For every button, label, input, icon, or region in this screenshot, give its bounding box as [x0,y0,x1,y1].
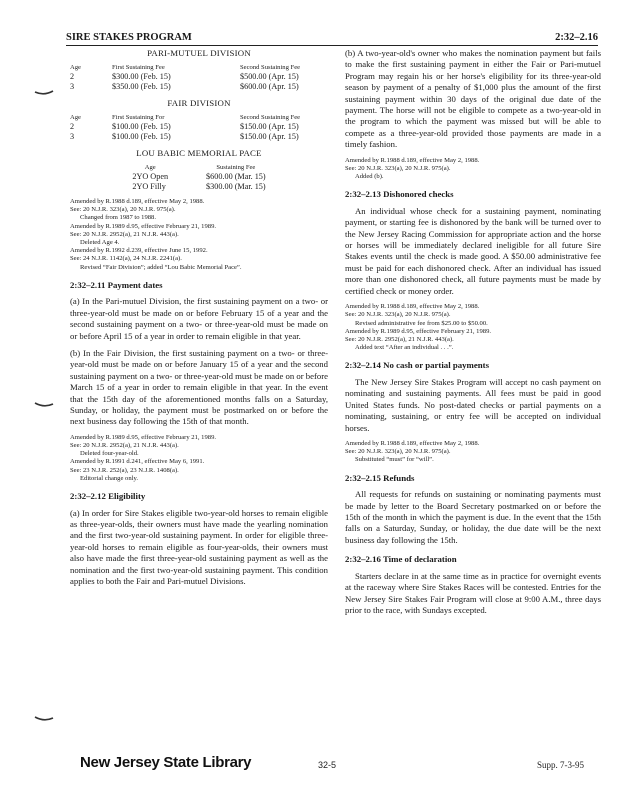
amendment-note-line: Added (b). [355,173,384,181]
page-number: 32-5 [318,760,337,770]
table-row [70,82,328,92]
amendment-note-line: Deleted Age 4. [80,238,120,246]
amendment-note-line: Amended by R.1992 d.239, effective June 15, 1992. [70,247,208,255]
paragraph: An individual whose check for a sustaining payment, nominating payment, or starting fee is dishonored by the bank will be turned over to the New Jersey Racing Commission for appropriate action and the horse or horses will be immediately declared ineligible for all future Sire Stakes events until the check is made good. A $50.00 administrative fee must be paid for each dishonored check. After an individual has issued more than one dishonored check, all future payments must be made by certified check or money order. [345,205,601,296]
table-row [70,132,328,142]
table-row [70,122,328,132]
table-row [70,72,328,82]
amendment-note-line: Amended by R.1988 d.189, effective May 2, 1988. [345,156,480,164]
amendment-note-line: Editorial change only. [80,474,138,482]
paragraph: (b) In the Fair Division, the first sustaining payment on a two- or three-year-old must be made on or before January 15 of a year and the second sustaining payment on a two- or three-year-old must be made on or before March 15 of a year in order to remain eligible in that year. In the event that the 15th day of the aforementioned months falls on a Saturday, Sunday, or holiday, the payment must be postmarked on or before the next business day following the 15th of that month. [70,348,328,427]
amendment-note-line: Changed from 1987 to 1988. [80,214,157,222]
pari-mutuel-fee-table [70,63,328,92]
table-cell: $350.00 (Feb. 15) [112,82,171,92]
amendment-notes [70,434,328,483]
amendment-notes [345,303,601,352]
amendment-note-line: See: 20 N.J.R. 323(a), 20 N.J.R. 975(a). [345,311,451,319]
column-header: First Sustaining Fee [112,63,165,71]
amendment-note-line: See: 24 N.J.R. 1142(a), 24 N.J.R. 2241(a). [70,255,182,263]
lou-babic-fee-table [132,163,265,192]
section-heading-2-32-2-14: 2:32–2.14 No cash or partial payments [345,360,490,371]
amendment-note-line: Amended by R.1989 d.95, effective February 21, 1989. [345,327,492,335]
amendment-note-line: Amended by R.1989 d.95, effective February 21, 1989. [70,222,217,230]
amendment-notes [345,157,601,182]
running-header [66,27,598,46]
margin-mark [34,400,54,408]
amendment-note-line: Amended by R.1988 d.189, effective May 2, 1988. [345,439,480,447]
fair-division-fee-table [70,113,328,142]
amendment-notes [345,440,601,465]
section-heading-2-32-2-16: 2:32–2.16 Time of declaration [345,554,457,565]
table-cell: $300.00 (Mar. 15) [206,182,266,192]
table-cell: $500.00 (Apr. 15) [240,72,299,82]
right-column [345,48,601,622]
amendment-note-line: See: 20 N.J.R. 2952(a), 21 N.J.R. 443(a). [70,442,179,450]
table-row [132,182,265,192]
section-heading-2-32-2-13: 2:32–2.13 Dishonored checks [345,189,454,200]
amendment-note-line: See: 20 N.J.R. 323(a), 20 N.J.R. 975(a). [70,206,176,214]
paragraph: (a) In order for Sire Stakes eligible two-year-old horses to remain eligible as three-year-olds, their owners must have made the yearling nomination and the first two-year-old sustaining payment. In order for eligible three-year-old horses to remain eligible as four-year-olds, their owners must also have made the first three-year-old sustaining payment as well as the nomination and the first two-year-old sustaining payment. This condition applies to both the Fair and Pari-mutuel Divisions. [70,507,328,587]
table-cell: $600.00 (Mar. 15) [206,172,266,182]
amendment-note-line: See: 20 N.J.R. 2952(a), 21 N.J.R. 443(a). [70,230,179,238]
table-cell: $300.00 (Feb. 15) [112,72,171,82]
header-section-number: 2:32–2.16 [555,32,598,43]
table-cell: $100.00 (Feb. 15) [112,132,171,142]
column-header: Sustaining Fee [216,163,256,171]
amendment-notes [70,198,328,272]
table-cell: 2 [70,122,75,132]
table-cell: 2YO Filly [132,182,166,192]
table-cell: 2YO Open [132,172,169,182]
column-header: Age [70,113,81,121]
amendment-note-line: Amended by R.1989 d.95, effective February 21, 1989. [70,433,217,441]
table-row [132,172,265,182]
amendment-note-line: See: 20 N.J.R. 2952(a), 21 N.J.R. 443(a). [345,335,454,343]
amendment-note-line: See: 20 N.J.R. 323(a), 20 N.J.R. 975(a). [345,164,451,172]
margin-mark [34,88,54,96]
column-header: First Sustaining For [112,113,165,121]
table-cell: $100.00 (Feb. 15) [112,122,171,132]
paragraph: All requests for refunds on sustaining or nominating payments must be made by letter to the Board Secretary postmarked on or before the 15th of the month in which the payment is due. In the event that the 15th falls on a Saturday, Sunday, or holiday, the due date will be the next business day following the 15th. [345,489,601,545]
amendment-note-line: Added text “After an individual . . .”. [355,344,454,352]
column-header: Age [70,63,81,71]
paragraph: Starters declare in at the same time as in practice for overnight events at the raceway where Sire Stakes Races will be contested. Entries for the New Jersey Sire Stakes Fair Program will close at 9:00 A.M., three days prior to the race, with Sundays excepted. [345,570,601,615]
fair-division-title: FAIR DIVISION [167,97,231,108]
table-cell: 3 [70,82,75,92]
amendment-note-line: Amended by R.1988 d.189, effective May 2, 1988. [70,197,205,205]
amendment-note-line: Deleted four-year-old. [80,450,139,458]
amendment-note-line: Substituted “must” for “will”. [355,456,434,464]
table-cell: $600.00 (Apr. 15) [240,82,299,92]
left-column [70,48,328,594]
table-cell: $150.00 (Apr. 15) [240,132,299,142]
section-heading-2-32-2-11: 2:32–2.11 Payment dates [70,279,163,290]
paragraph: (b) A two-year-old's owner who makes the nomination payment but fails to make the first sustaining payment in either the Fair or Pari-mutuel Program may regain his or her horse's eligibility for its three-year-old season by payment of a penalty of $1,000 plus the amount of the first sustaining payment within 30 days of the original due date of the payment. The horse will not be eligible to compete as a two-year-old in the program to which the payment was missed but will be able to compete as a three-year-old provided those payments are made in a timely fashion. [345,48,601,150]
amendment-note-line: Amended by R.1991 d.241, effective May 6, 1991. [70,458,205,466]
section-heading-2-32-2-12: 2:32–2.12 Eligibility [70,491,146,502]
column-header: Second Sustaining Fee [240,113,301,121]
library-watermark: New Jersey State Library [80,754,252,771]
supplement-date: Supp. 7-3-95 [537,760,584,770]
column-header: Age [144,163,156,171]
column-header: Second Sustaining Fee [240,63,301,71]
lou-babic-title: LOU BABIC MEMORIAL PACE [136,147,262,158]
amendment-note-line: See: 23 N.J.R. 252(a), 23 N.J.R. 1408(a). [70,466,179,474]
table-cell: 3 [70,132,75,142]
amendment-note-line: See: 20 N.J.R. 323(a), 20 N.J.R. 975(a). [345,448,451,456]
amendment-note-line: Revised “Fair Division”; added “Lou Babic Memorial Pace”. [80,263,242,271]
table-cell: 2 [70,72,75,82]
margin-mark [34,714,54,722]
pari-mutuel-title: PARI-MUTUEL DIVISION [147,48,251,58]
paragraph: (a) In the Pari-mutuel Division, the first sustaining payment on a two- or three-year-old must be made on or before February 15 of a year and the second sustaining payment on a two- or three-year-old must be made on or before April 15 of a year in order to remain eligible in that year. [70,296,328,341]
amendment-note-line: Amended by R.1988 d.189, effective May 2, 1988. [345,303,480,311]
table-cell: $150.00 (Apr. 15) [240,122,299,132]
paragraph: The New Jersey Sire Stakes Program will accept no cash payment on nominating and sustaining payments. All fees must be paid in good United States funds. No post-dated checks or partial payments on a nominating, sustaining, or entry fee will be accepted on individual horses. [345,376,601,433]
header-title: SIRE STAKES PROGRAM [66,32,192,43]
section-heading-2-32-2-15: 2:32–2.15 Refunds [345,472,415,483]
amendment-note-line: Revised administrative fee from $25.00 to $50.00. [355,319,488,327]
